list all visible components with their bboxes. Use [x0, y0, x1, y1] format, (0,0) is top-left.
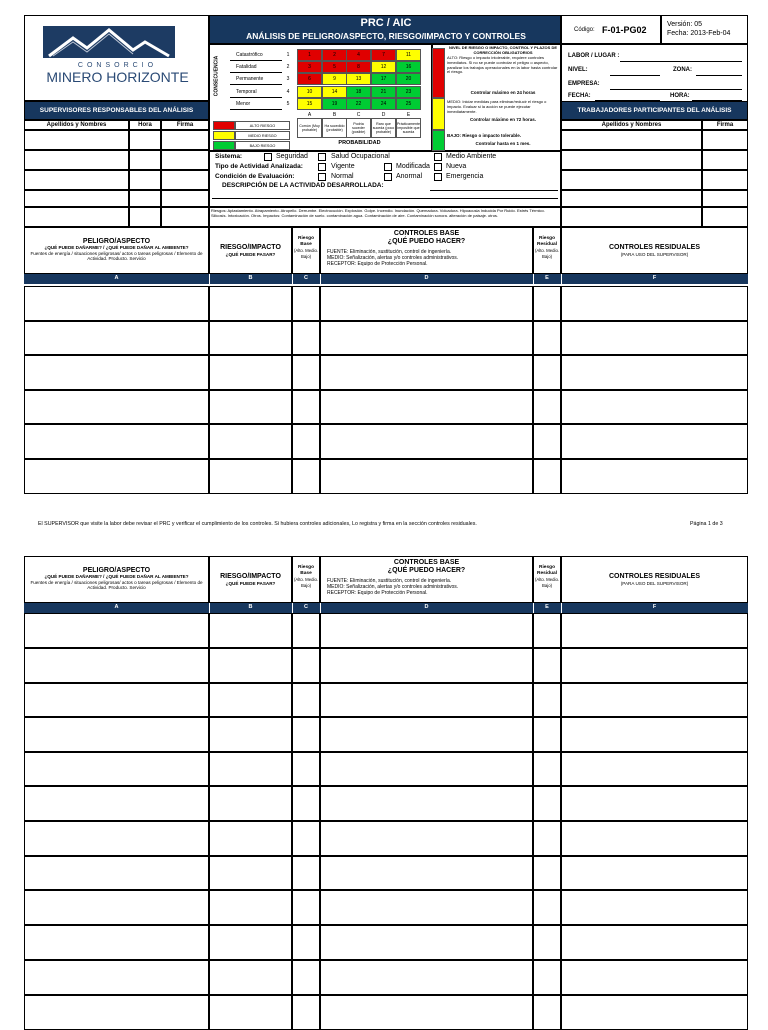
table-row-cell[interactable] — [24, 717, 209, 752]
normal-label: Normal — [331, 173, 354, 180]
receptor-text: RECEPTOR: Equipo de Protección Personal. — [327, 590, 428, 596]
riesgo-residual-label: Riesgo Residual — [537, 565, 557, 576]
table-row-cell[interactable] — [320, 459, 533, 494]
table-row-cell[interactable] — [24, 995, 209, 1030]
matrix-cell: 9 — [322, 73, 347, 85]
sup-firma-cell[interactable] — [161, 207, 209, 227]
table-row-cell[interactable] — [292, 925, 320, 960]
bajo-text: BAJO: Riesgo o impacto tolerable. — [447, 133, 522, 138]
trab-firma-cell[interactable] — [702, 207, 748, 227]
matrix-cell: 13 — [346, 73, 371, 85]
controles-residuales-sub: (PARA USO DEL SUPERVISOR) — [620, 252, 689, 257]
table-row-cell[interactable] — [209, 995, 292, 1030]
table-row-cell[interactable] — [292, 355, 320, 390]
matrix-cell: 25 — [396, 98, 421, 110]
table-row-cell[interactable] — [533, 890, 561, 925]
matrix-cell: 11 — [396, 49, 421, 61]
trab-firma-cell[interactable] — [702, 150, 748, 170]
riesgos-box — [209, 207, 561, 227]
trabajadores-header: TRABAJADORES PARTICIPANTES DEL ANÁLISIS — [561, 101, 748, 120]
peligro-question: ¿QUÉ PUEDE DAÑARME? / ¿QUÉ PUEDE DAÑAR AL AMBIENTE? — [44, 574, 189, 579]
column-letter: D — [424, 604, 429, 610]
peligro-question: ¿QUÉ PUEDE DAÑARME? / ¿QUÉ PUEDE DAÑAR AL AMBIENTE? — [44, 245, 189, 250]
table-row-cell[interactable] — [561, 856, 748, 890]
column-letter: B — [248, 275, 253, 281]
table-row-cell[interactable] — [533, 786, 561, 821]
nueva-checkbox[interactable] — [434, 163, 442, 171]
table-row-cell[interactable] — [320, 424, 533, 459]
table-row-cell[interactable] — [292, 648, 320, 683]
table-row-cell[interactable] — [561, 390, 748, 424]
trab-name-cell[interactable] — [561, 130, 702, 150]
matrix-cell: 3 — [297, 61, 322, 73]
riesgo-title: RIESGO/IMPACTO — [220, 244, 281, 251]
nueva-label: Nueva — [446, 163, 467, 170]
bajo-color-swatch — [432, 130, 445, 151]
fuente-text: FUENTE: Eliminación, sustitución, control de ingeniería. — [327, 249, 452, 255]
table-row-cell[interactable] — [24, 856, 209, 890]
table-row-cell[interactable] — [209, 424, 292, 459]
table-row-cell[interactable] — [209, 613, 292, 648]
logo-name-text: MINERO HORIZONTE — [46, 69, 189, 85]
table-row-cell[interactable] — [533, 286, 561, 321]
levels-title: NIVEL DE RIESGO O IMPACTO, CONTROL Y PLAZOS DE CORRECCIÓN OBLIGATORIOS — [448, 45, 557, 55]
table-row-cell[interactable] — [24, 786, 209, 821]
consequence-number: 1 — [286, 52, 290, 58]
table-row-cell[interactable] — [561, 286, 748, 321]
matrix-cell: 12 — [371, 61, 396, 73]
column-letter: F — [652, 275, 657, 281]
matrix-cell: 18 — [346, 86, 371, 98]
riesgo-question: ¿QUÉ PUEDE PASAR? — [225, 252, 276, 257]
matrix-cell: 24 — [371, 98, 396, 110]
table-row-cell[interactable] — [561, 786, 748, 821]
table-row-cell[interactable] — [209, 786, 292, 821]
zona-label: ZONA: — [673, 67, 692, 73]
column-letter: E — [545, 275, 549, 281]
riesgo-title: RIESGO/IMPACTO — [220, 573, 281, 580]
matrix-col-letter: B — [332, 111, 337, 118]
medio-deadline: Controlar máximo en 72 horas. — [469, 117, 537, 122]
frequency-label: Común (Muy probable) — [297, 118, 322, 138]
table-row-cell[interactable] — [561, 321, 748, 355]
riesgo-base-scale: (Alto. Medio. Bajo) — [293, 248, 319, 259]
version-box — [661, 15, 748, 44]
table-row-cell[interactable] — [561, 424, 748, 459]
matrix-col-letter: D — [381, 111, 386, 118]
hora-label: HORA: — [670, 93, 690, 99]
alto-color-swatch — [432, 48, 445, 98]
table-row-cell[interactable] — [533, 995, 561, 1030]
table-row-cell[interactable] — [292, 995, 320, 1030]
matrix-cell: 1 — [297, 49, 322, 61]
normal-checkbox[interactable] — [318, 173, 326, 181]
table-row-cell[interactable] — [561, 355, 748, 390]
title-box — [209, 15, 561, 44]
matrix-cell: 5 — [322, 61, 347, 73]
consequence-number: 3 — [286, 76, 290, 82]
matrix-cell: 20 — [396, 73, 421, 85]
descripcion-label: DESCRIPCIÓN DE LA ACTIVIDAD DESARROLLADA: — [222, 182, 384, 189]
peligro-title: PELIGRO/ASPECTO — [82, 567, 151, 574]
legend-swatch — [213, 121, 235, 130]
table-row-cell[interactable] — [561, 925, 748, 960]
table-row-cell[interactable] — [209, 648, 292, 683]
table-row-cell[interactable] — [320, 355, 533, 390]
tipo-label: Tipo de Actividad Analizada: — [215, 163, 303, 170]
riesgo-base-label: Riesgo Base — [298, 565, 314, 576]
consequence-number: 5 — [286, 101, 290, 107]
table-row-cell[interactable] — [320, 786, 533, 821]
medio-ambiente-label: Medio Ambiente — [446, 153, 497, 160]
table-row-cell[interactable] — [533, 390, 561, 424]
anormal-checkbox[interactable] — [384, 173, 392, 181]
salud-checkbox[interactable] — [318, 153, 326, 161]
consequence-label: Temporal — [230, 86, 282, 98]
peligro-desc: Fuentes de energía / situaciones peligrosas/ actos o tareas peligrosas / Elemento de Actividad. Producto. Servicio — [30, 251, 203, 262]
trab-name-cell[interactable] — [561, 150, 702, 170]
column-letter: F — [652, 604, 657, 610]
legend-label: ALTO RIESGO — [235, 121, 290, 130]
sup-name-cell[interactable] — [24, 130, 129, 150]
seguridad-checkbox[interactable] — [264, 153, 272, 161]
frequency-label: Prácticamente imposible que suceda — [396, 118, 421, 138]
table-row-cell[interactable] — [24, 925, 209, 960]
controles-residuales-title: CONTROLES RESIDUALES — [608, 244, 700, 251]
condicion-label: Condición de Evaluación: — [215, 173, 295, 180]
table-row-cell[interactable] — [292, 390, 320, 424]
table-row-cell[interactable] — [320, 890, 533, 925]
sup-name-cell[interactable] — [24, 190, 129, 207]
table-row-cell[interactable] — [561, 960, 748, 995]
sup-col-names: Apellidos y Nombres — [24, 120, 129, 130]
table-row-cell[interactable] — [320, 856, 533, 890]
consequence-label: Menor — [230, 98, 282, 110]
matrix-cell: 19 — [322, 98, 347, 110]
table-row-cell[interactable] — [292, 717, 320, 752]
table-row-cell[interactable] — [533, 424, 561, 459]
matrix-cell: 6 — [297, 73, 322, 85]
medio-text: MEDIO: Señalización, alertas y/o controles administrativos. — [327, 255, 459, 261]
consequence-label: Catastrófico — [230, 49, 282, 61]
sistema-label: Sistema: — [215, 153, 243, 160]
table-row-cell[interactable] — [209, 960, 292, 995]
medio-text: MEDIO: Señalización, alertas y/o controles administrativos. — [327, 584, 459, 590]
frequency-label: Ha sucedido (probable) — [322, 118, 347, 138]
date-text: Fecha: 2013-Feb-04 — [667, 30, 731, 37]
page-number: Página 1 de 3 — [690, 521, 723, 527]
peligro-desc: Fuentes de energía / situaciones peligrosas/ actos o tareas peligrosas / Elemento de Actividad. Producto. Servicio — [30, 580, 203, 591]
table-row-cell[interactable] — [24, 752, 209, 786]
legend-swatch — [213, 141, 235, 150]
version-text: Versión: 05 — [667, 21, 703, 28]
table-row-cell[interactable] — [561, 459, 748, 494]
emergencia-label: Emergencia — [446, 173, 484, 180]
table-row-cell[interactable] — [561, 995, 748, 1030]
legend-label: MEDIO RIESGO — [235, 131, 290, 140]
table-row-cell[interactable] — [209, 683, 292, 717]
matrix-cell: 16 — [396, 61, 421, 73]
table-row-cell[interactable] — [292, 960, 320, 995]
trab-name-cell[interactable] — [561, 190, 702, 207]
table-row-cell[interactable] — [209, 821, 292, 856]
table-row-cell[interactable] — [292, 286, 320, 321]
table-row-cell[interactable] — [24, 424, 209, 459]
consequence-number: 2 — [286, 64, 290, 70]
column-letter: C — [304, 275, 308, 281]
table-row-cell[interactable] — [24, 890, 209, 925]
table-row-cell[interactable] — [209, 717, 292, 752]
table-row-cell[interactable] — [292, 424, 320, 459]
column-letter: D — [424, 275, 429, 281]
sup-firma-cell[interactable] — [161, 190, 209, 207]
table-row-cell[interactable] — [320, 286, 533, 321]
table-row-cell[interactable] — [292, 683, 320, 717]
table-row-cell[interactable] — [533, 717, 561, 752]
sup-hora-cell[interactable] — [129, 130, 161, 150]
matrix-cell: 8 — [346, 61, 371, 73]
frequency-label: Podría suceder (posible) — [346, 118, 371, 138]
table-row-cell[interactable] — [209, 390, 292, 424]
table-row-cell[interactable] — [561, 648, 748, 683]
table-row-cell[interactable] — [24, 960, 209, 995]
table-row-cell[interactable] — [533, 648, 561, 683]
table-row-cell[interactable] — [209, 890, 292, 925]
controles-base-title: CONTROLES BASE — [393, 559, 460, 566]
trab-firma-cell[interactable] — [702, 170, 748, 190]
seguridad-label: Seguridad — [276, 153, 308, 160]
vigente-label: Vigente — [331, 163, 355, 170]
sup-hora-cell[interactable] — [129, 207, 161, 227]
receptor-text: RECEPTOR: Equipo de Protección Personal. — [327, 261, 428, 267]
code-label: Código: — [574, 27, 595, 33]
sup-hora-cell[interactable] — [129, 150, 161, 170]
matrix-cell: 21 — [371, 86, 396, 98]
matrix-cell: 17 — [371, 73, 396, 85]
table-row-cell[interactable] — [533, 856, 561, 890]
labor-label: LABOR / LUGAR : — [568, 53, 620, 59]
nivel-label: NIVEL: — [568, 67, 588, 73]
sup-col-firma: Firma — [161, 120, 209, 130]
fuente-text: FUENTE: Eliminación, sustitución, control de ingeniería. — [327, 578, 452, 584]
controles-base-question: ¿QUÉ PUEDO HACER? — [387, 238, 466, 245]
medio-ambiente-checkbox[interactable] — [434, 153, 442, 161]
table-row-cell[interactable] — [320, 717, 533, 752]
trab-name-cell[interactable] — [561, 207, 702, 227]
table-row-cell[interactable] — [533, 355, 561, 390]
table-row-cell[interactable] — [24, 613, 209, 648]
consequence-number: 4 — [286, 89, 290, 95]
table-row-cell[interactable] — [320, 995, 533, 1030]
code-box — [561, 15, 661, 44]
legend-label: BAJO RIESGO — [235, 141, 290, 150]
column-letter: C — [304, 604, 308, 610]
table-row-cell[interactable] — [320, 960, 533, 995]
sup-firma-cell[interactable] — [161, 170, 209, 190]
code-value: F-01-PG02 — [602, 25, 647, 35]
riesgo-residual-scale: (Alto. Medio. Bajo) — [534, 248, 560, 259]
salud-label: Salud Ocupacional — [331, 153, 390, 160]
table-row-cell[interactable] — [320, 925, 533, 960]
bajo-deadline: Controlar hasta en 1 mes. — [475, 141, 531, 146]
controles-base-title: CONTROLES BASE — [393, 230, 460, 237]
frequency-label: Raro que suceda (poco probable) — [371, 118, 396, 138]
table-row-cell[interactable] — [209, 925, 292, 960]
controles-base-question: ¿QUÉ PUEDO HACER? — [387, 567, 466, 574]
modificada-label: Modificada — [396, 163, 430, 170]
page-title: PRC / AIC — [360, 17, 412, 29]
table-row-cell[interactable] — [561, 752, 748, 786]
modificada-checkbox[interactable] — [384, 163, 392, 171]
controles-residuales-title: CONTROLES RESIDUALES — [608, 573, 700, 580]
sup-firma-cell[interactable] — [161, 150, 209, 170]
table-row-cell[interactable] — [292, 613, 320, 648]
trab-firma-cell[interactable] — [702, 130, 748, 150]
peligro-title: PELIGRO/ASPECTO — [82, 238, 151, 245]
table-row-cell[interactable] — [209, 355, 292, 390]
column-letter: A — [114, 275, 119, 281]
matrix-cell: 22 — [346, 98, 371, 110]
matrix-cell: 4 — [346, 49, 371, 61]
table-row-cell[interactable] — [320, 648, 533, 683]
anormal-label: Anormal — [396, 173, 423, 180]
table-row-cell[interactable] — [24, 459, 209, 494]
table-row-cell[interactable] — [209, 856, 292, 890]
table-row-cell[interactable] — [24, 355, 209, 390]
table-row-cell[interactable] — [292, 890, 320, 925]
column-letter: A — [114, 604, 119, 610]
footer-note: El SUPERVISOR que visite la labor debe revisar el PRC y verificar el cumplimiento de los controles. Si hubiera controles adicionales, Lo registra y firma en la sección controles residuales. — [38, 521, 477, 527]
table-row-cell[interactable] — [533, 321, 561, 355]
matrix-cell: 7 — [371, 49, 396, 61]
table-row-cell[interactable] — [292, 856, 320, 890]
empresa-label: EMPRESA: — [568, 81, 600, 87]
table-row-cell[interactable] — [292, 459, 320, 494]
medio-color-swatch — [432, 98, 445, 130]
medio-text: MEDIO: Iniciar medidas para eliminar/reducir el riesgo o impacto. Evaluar si la acción se puede ejecutar inmediatamente. — [447, 99, 547, 114]
table-row-cell[interactable] — [533, 821, 561, 856]
sup-name-cell[interactable] — [24, 150, 129, 170]
riesgo-residual-scale: (Alto. Medio. Bajo) — [534, 577, 560, 588]
alto-text: ALTO: Riesgo o impacto intolerable, requiere controles inmediatos. Si no se puede controlar el peligro o aspecto, paralizar los trabajos operacionales en la labor hasta controlar el riesgo. — [447, 55, 558, 75]
sup-hora-cell[interactable] — [129, 190, 161, 207]
table-row-cell[interactable] — [24, 321, 209, 355]
legend-swatch — [213, 131, 235, 140]
table-row-cell[interactable] — [561, 717, 748, 752]
table-row-cell[interactable] — [561, 890, 748, 925]
riesgo-question: ¿QUÉ PUEDE PASAR? — [225, 581, 276, 586]
table-row-cell[interactable] — [24, 648, 209, 683]
supervisores-header: SUPERVISORES RESPONSABLES DEL ANÁLISIS — [24, 101, 209, 120]
table-row-cell[interactable] — [561, 821, 748, 856]
trab-col-firma: Firma — [702, 120, 748, 130]
table-row-cell[interactable] — [533, 683, 561, 717]
matrix-col-letter: A — [307, 111, 312, 118]
table-row-cell[interactable] — [292, 752, 320, 786]
alto-deadline: Controlar máximo en 24 horas — [470, 90, 536, 95]
matrix-col-letter: C — [356, 111, 361, 118]
table-row-cell[interactable] — [209, 459, 292, 494]
probability-label: PROBABILIDAD — [338, 139, 381, 146]
trab-col-names: Apellidos y Nombres — [561, 120, 702, 130]
matrix-cell: 14 — [322, 86, 347, 98]
table-row-cell[interactable] — [320, 821, 533, 856]
table-row-cell[interactable] — [24, 390, 209, 424]
riesgo-residual-label: Riesgo Residual — [537, 236, 557, 247]
sup-name-cell[interactable] — [24, 207, 129, 227]
fecha-label: FECHA: — [568, 93, 591, 99]
consequence-label: Fatalidad — [230, 61, 282, 73]
table-row-cell[interactable] — [533, 960, 561, 995]
matrix-cell: 15 — [297, 98, 322, 110]
table-row-cell[interactable] — [533, 459, 561, 494]
table-row-cell[interactable] — [320, 613, 533, 648]
logo-top-text: CONSORCIO — [77, 62, 158, 69]
table-row-cell[interactable] — [292, 786, 320, 821]
table-row-cell[interactable] — [24, 286, 209, 321]
table-row-cell[interactable] — [561, 613, 748, 648]
table-row-cell[interactable] — [320, 390, 533, 424]
trab-name-cell[interactable] — [561, 170, 702, 190]
sup-col-hora: Hora — [129, 120, 161, 130]
consequence-axis-label: CONSECUENCIA — [213, 55, 220, 97]
matrix-col-letter: E — [406, 111, 411, 118]
page-subtitle: ANÁLISIS DE PELIGRO/ASPECTO, RIESGO/IMPACTO Y CONTROLES — [246, 31, 526, 41]
trab-firma-cell[interactable] — [702, 190, 748, 207]
column-letter: E — [545, 604, 549, 610]
riesgo-base-scale: (Alto. Medio. Bajo) — [293, 577, 319, 588]
consequence-label: Permanente — [230, 73, 282, 85]
riesgos-text: Riesgos: Aplastamiento. Atrapamiento. Atropello. Derrumbe. Electrocución. Explosión. Golpe. Incendio. Inundación. Quemadura. Volcadura. Hipoacusia Inducida Por Ruido. Estrés Térmico. Silicosis. Intoxicación. Otros. Impactos: Contaminación de suelo. contaminación agua. Contaminación de aire. Contaminación sonora. alteración de paisaje. otros. — [211, 208, 545, 218]
logo-box — [24, 15, 209, 101]
table-row-cell[interactable] — [209, 286, 292, 321]
table-row-cell[interactable] — [209, 752, 292, 786]
table-row-cell[interactable] — [209, 321, 292, 355]
table-row-cell[interactable] — [533, 925, 561, 960]
sup-name-cell[interactable] — [24, 170, 129, 190]
table-row-cell[interactable] — [320, 683, 533, 717]
matrix-cell: 10 — [297, 86, 322, 98]
table-row-cell[interactable] — [320, 321, 533, 355]
emergencia-checkbox[interactable] — [434, 173, 442, 181]
riesgo-base-label: Riesgo Base — [298, 236, 314, 247]
table-row-cell[interactable] — [24, 683, 209, 717]
controles-residuales-sub: (PARA USO DEL SUPERVISOR) — [620, 581, 689, 586]
table-row-cell[interactable] — [292, 321, 320, 355]
sup-firma-cell[interactable] — [161, 130, 209, 150]
mountain-logo-icon — [43, 26, 175, 62]
table-row-cell[interactable] — [533, 752, 561, 786]
table-row-cell[interactable] — [292, 821, 320, 856]
vigente-checkbox[interactable] — [318, 163, 326, 171]
table-row-cell[interactable] — [533, 613, 561, 648]
table-row-cell[interactable] — [320, 752, 533, 786]
table-row-cell[interactable] — [24, 821, 209, 856]
table-row-cell[interactable] — [561, 683, 748, 717]
matrix-cell: 2 — [322, 49, 347, 61]
column-letter: B — [248, 604, 253, 610]
matrix-cell: 23 — [396, 86, 421, 98]
sup-hora-cell[interactable] — [129, 170, 161, 190]
